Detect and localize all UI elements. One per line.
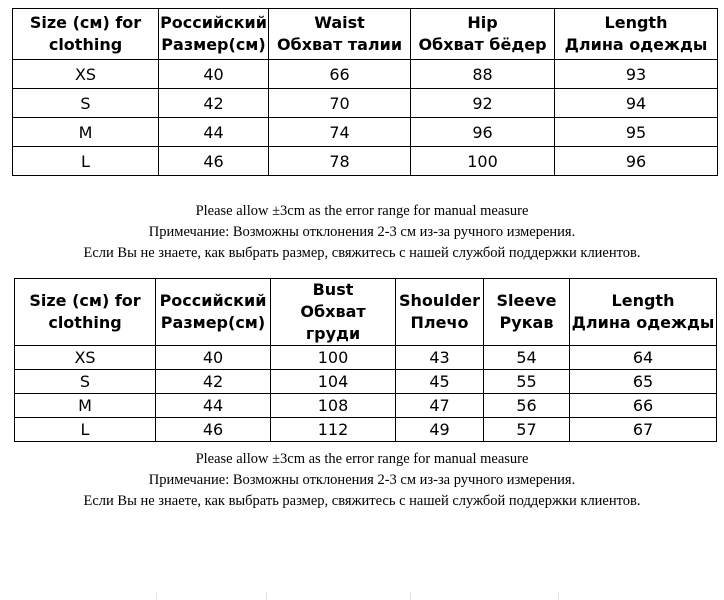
cell-shoulder: 49 — [396, 418, 484, 442]
note-line-english: Please allow ±3cm as the error range for manual measure — [195, 203, 529, 219]
size-table-bottoms — [12, 8, 718, 176]
header-russian-size: Российский Размер(см) — [156, 279, 271, 346]
cell-size: L — [15, 418, 156, 442]
header-sleeve: Sleeve Рукав — [484, 279, 570, 346]
table-row — [15, 394, 717, 418]
cell-hip: 92 — [411, 89, 555, 118]
cell-shoulder: 43 — [396, 346, 484, 370]
header-length: Length Длина одежды — [555, 9, 718, 60]
cell-length: 95 — [555, 118, 718, 147]
header-waist: Waist Обхват талии — [269, 9, 411, 60]
cell-sleeve: 55 — [484, 370, 570, 394]
cell-hip: 96 — [411, 118, 555, 147]
table-row — [15, 370, 717, 394]
cell-length: 93 — [555, 60, 718, 89]
cell-shoulder: 47 — [396, 394, 484, 418]
cell-bust: 112 — [271, 418, 396, 442]
note-line-russian: Примечание: Возможны отклонения 2-3 см из-за ручного измерения. — [148, 472, 576, 488]
cell-sleeve: 54 — [484, 346, 570, 370]
cell-length: 66 — [570, 394, 717, 418]
cell-size: XS — [15, 346, 156, 370]
cell-russian-size: 40 — [159, 60, 269, 89]
cell-length: 67 — [570, 418, 717, 442]
cell-russian-size: 44 — [156, 394, 271, 418]
table-row — [13, 147, 718, 176]
table-row — [15, 418, 717, 442]
bottom-edge-marks — [0, 592, 724, 600]
cell-sleeve: 57 — [484, 418, 570, 442]
cell-size: S — [15, 370, 156, 394]
cell-shoulder: 45 — [396, 370, 484, 394]
cell-length: 64 — [570, 346, 717, 370]
cell-length: 96 — [555, 147, 718, 176]
cell-length: 65 — [570, 370, 717, 394]
cell-hip: 100 — [411, 147, 555, 176]
cell-waist: 70 — [269, 89, 411, 118]
cell-bust: 108 — [271, 394, 396, 418]
header-hip: Hip Обхват бёдер — [411, 9, 555, 60]
table-row — [13, 89, 718, 118]
table-row — [15, 346, 717, 370]
note-line-support: Если Вы не знаете, как выбрать размер, свяжитесь с нашей службой поддержки клиентов. — [83, 245, 641, 261]
cell-russian-size: 46 — [156, 418, 271, 442]
size-table-tops — [14, 278, 717, 442]
cell-russian-size: 40 — [156, 346, 271, 370]
table-row — [13, 118, 718, 147]
note-line-english: Please allow ±3cm as the error range for manual measure — [195, 451, 529, 467]
note-line-russian: Примечание: Возможны отклонения 2-3 см из-за ручного измерения. — [148, 224, 576, 240]
cell-russian-size: 42 — [156, 370, 271, 394]
header-length: Length Длина одежды — [570, 279, 717, 346]
cell-sleeve: 56 — [484, 394, 570, 418]
cell-length: 94 — [555, 89, 718, 118]
header-bust: Bust Обхват груди — [271, 279, 396, 346]
cell-russian-size: 44 — [159, 118, 269, 147]
measurement-note — [0, 449, 724, 512]
header-russian-size: Российский Размер(см) — [159, 9, 269, 60]
table-header-row — [13, 9, 718, 60]
cell-size: M — [13, 118, 159, 147]
table-row — [13, 60, 718, 89]
cell-bust: 100 — [271, 346, 396, 370]
table-header-row — [15, 279, 717, 346]
cell-waist: 74 — [269, 118, 411, 147]
cell-hip: 88 — [411, 60, 555, 89]
header-shoulder: Shoulder Плечо — [396, 279, 484, 346]
cell-size: XS — [13, 60, 159, 89]
cell-waist: 78 — [269, 147, 411, 176]
cell-size: S — [13, 89, 159, 118]
cell-russian-size: 42 — [159, 89, 269, 118]
cell-russian-size: 46 — [159, 147, 269, 176]
cell-waist: 66 — [269, 60, 411, 89]
note-line-support: Если Вы не знаете, как выбрать размер, свяжитесь с нашей службой поддержки клиентов. — [83, 493, 641, 509]
header-size: Size (см) for clothing — [15, 279, 156, 346]
cell-size: L — [13, 147, 159, 176]
header-size: Size (см) for clothing — [13, 9, 159, 60]
measurement-note — [0, 201, 724, 264]
cell-bust: 104 — [271, 370, 396, 394]
cell-size: M — [15, 394, 156, 418]
